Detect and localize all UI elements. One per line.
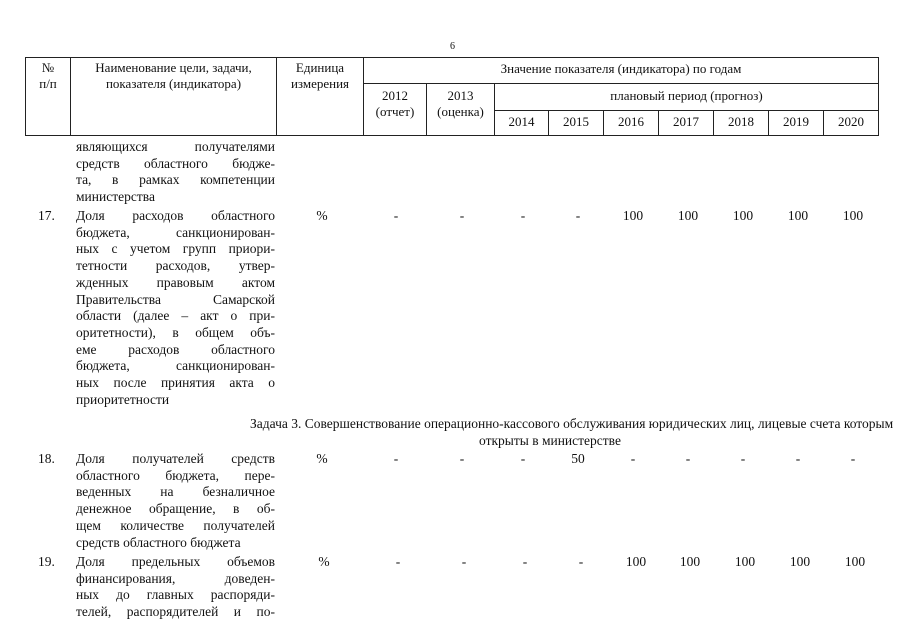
header-name: Наименование цели, задачи, показателя (индикатора)	[95, 60, 252, 91]
text-line: Правительства Самарской	[76, 291, 275, 307]
indicator-name	[76, 451, 275, 551]
text-line: жденных правовым актом	[76, 274, 275, 290]
text-line: Доля расходов областного	[76, 208, 275, 223]
header-top-border	[25, 57, 879, 58]
value-cell: 100	[677, 208, 699, 223]
text-line: тетности расходов, утвер-	[76, 258, 275, 274]
text-line: та, в рамках компетенции	[76, 172, 275, 188]
header-year: 2015	[563, 114, 589, 129]
text-line: области (далее – акт о при-	[76, 308, 275, 324]
unit-cell: %	[316, 451, 328, 466]
text-line: Доля получателей средств	[76, 451, 275, 466]
header-unit: Единица измерения	[290, 60, 350, 91]
header-line-years	[494, 110, 879, 111]
value-cell: 100	[787, 208, 809, 223]
value-cell: -	[393, 451, 399, 466]
header-line-values	[363, 83, 879, 84]
value-cell: -	[630, 451, 636, 466]
row-number: 19.	[38, 554, 55, 569]
header-2012: 2012 (отчет)	[375, 88, 415, 119]
unit-cell: %	[316, 208, 328, 223]
value-cell: 100	[732, 208, 754, 223]
header-year: 2016	[618, 114, 644, 129]
task-heading	[250, 416, 894, 449]
text-line: Доля предельных объемов	[76, 554, 275, 569]
unit-cell: %	[318, 554, 330, 569]
header-year: 2019	[783, 114, 809, 129]
value-cell: 100	[679, 554, 701, 569]
header-year: 2020	[838, 114, 864, 129]
indicator-name	[76, 554, 275, 621]
header-2013: 2013 (оценка)	[437, 88, 484, 119]
value-cell: -	[461, 554, 467, 569]
value-cell: -	[520, 451, 526, 466]
text-line: веденных на безналичное	[76, 484, 275, 500]
value-cell: 100	[734, 554, 756, 569]
text-line: телей, распорядителей и по-	[76, 604, 275, 620]
header-year: 2014	[508, 114, 535, 129]
header-year: 2017	[673, 114, 699, 129]
value-cell: -	[393, 208, 399, 223]
header-bottom-border	[25, 135, 879, 136]
col-border	[878, 57, 879, 136]
value-cell: -	[395, 554, 401, 569]
continuation-text	[76, 139, 275, 206]
text-line: ных после принятия акта о	[76, 375, 275, 391]
text-line: областного бюджета, пере-	[76, 467, 275, 483]
value-cell: 100	[844, 554, 866, 569]
header-year: 2018	[728, 114, 754, 129]
text-line: ных с учетом групп приори-	[76, 241, 275, 257]
value-cell: -	[685, 451, 691, 466]
value-cell: 100	[842, 208, 864, 223]
value-cell: -	[575, 208, 581, 223]
text-line: средств областного бюдже-	[76, 155, 275, 171]
header-num: № п/п	[39, 60, 57, 91]
text-line: ных до главных распоряди-	[76, 587, 275, 603]
value-cell: -	[795, 451, 801, 466]
text-line: оритетности), в общем объ-	[76, 324, 275, 340]
text-line: щем количестве получателей	[76, 517, 275, 533]
value-cell: 50	[571, 451, 585, 466]
value-cell: 100	[625, 554, 647, 569]
value-cell: -	[459, 208, 465, 223]
row-number: 17.	[38, 208, 55, 223]
value-cell: 100	[789, 554, 811, 569]
text-line: приоритетности	[76, 391, 170, 407]
value-cell: -	[578, 554, 584, 569]
text-line: средств областного бюджета	[76, 534, 241, 550]
value-cell: -	[850, 451, 856, 466]
text-line: денежное обращение, в об-	[76, 501, 275, 517]
value-cell: -	[522, 554, 528, 569]
text-line: еме расходов областного	[76, 341, 275, 357]
row-number: 18.	[38, 451, 55, 466]
value-cell: -	[740, 451, 746, 466]
value-cell: -	[520, 208, 526, 223]
task-heading-line: Задача 3. Совершенствование операционно-кассового обслуживания юридических лиц, лицевые счета которым	[250, 416, 894, 431]
text-line: министерства	[76, 189, 155, 205]
value-cell: -	[459, 451, 465, 466]
header-values-title: Значение показателя (индикатора) по годам	[500, 61, 742, 76]
page-number: 6	[450, 41, 455, 52]
value-cell: 100	[622, 208, 644, 223]
text-line: финансирования, доведен-	[76, 570, 275, 586]
text-line: бюджета, санкционирован-	[76, 358, 275, 374]
text-line: бюджета, санкционирован-	[76, 224, 275, 240]
header-plan-period: плановый период (прогноз)	[610, 88, 763, 103]
indicator-name	[76, 208, 275, 408]
text-line: являющихся получателями	[76, 139, 275, 154]
task-heading-line: открыты в министерстве	[479, 432, 621, 448]
